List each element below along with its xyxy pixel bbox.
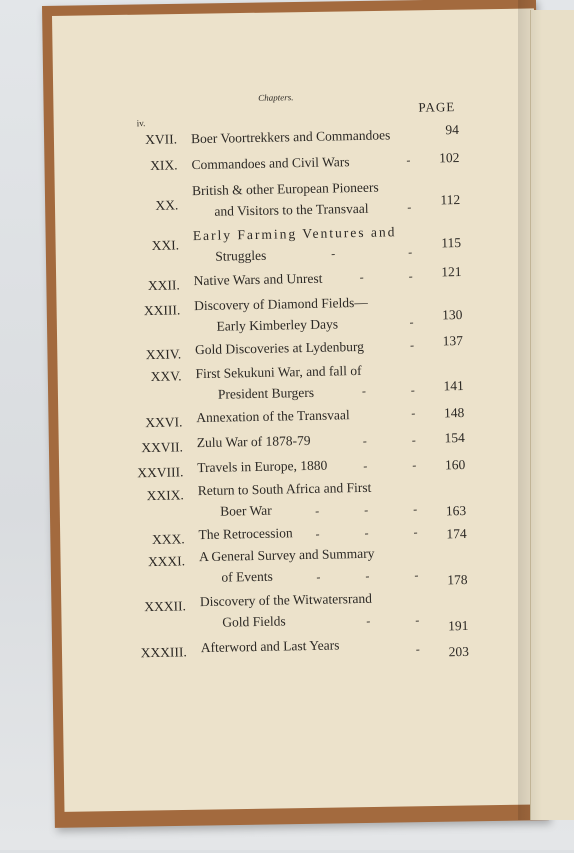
chapter-title [193, 221, 424, 267]
leader-dash: - [407, 199, 412, 215]
page-number: 191 [447, 617, 469, 634]
chapter-title-line: Zulu War of 1878-79 [196, 432, 311, 451]
chapter-title-line: Travels in Europe, 1880 [197, 457, 328, 476]
chapter-title-line: Afterword and Last Years [200, 637, 340, 656]
toc-entry [0, 147, 569, 173]
page-number: 148 [443, 404, 465, 421]
chapter-title [199, 542, 430, 588]
leader-dash: - [410, 382, 415, 397]
chapter-title-line: Early Farming Ventures and [192, 224, 397, 244]
chapter-title-line: Discovery of the Witwatersrand [199, 590, 373, 610]
chapter-title-line: First Sekukuni War, and fall of [195, 362, 362, 382]
leader-dash: - [316, 569, 321, 584]
leader-dash: - [408, 244, 413, 260]
chapter-number: XXVIII. [137, 464, 184, 481]
chapter-number: XXX. [151, 531, 185, 547]
leader-dash: - [411, 432, 416, 447]
toc-entry [0, 288, 572, 334]
chapter-title-line: Boer Voortrekkers and Commandoes [190, 127, 391, 147]
page-number: 115 [441, 235, 462, 251]
chapter-title-line: Commandoes and Civil Wars [191, 154, 350, 173]
page-number: 137 [442, 332, 464, 349]
toc-entry [5, 630, 574, 661]
toc-entry [0, 173, 570, 219]
leader-dash: - [409, 337, 415, 352]
leader-dash: - [363, 458, 368, 473]
chapter-title-line: Early Kimberley Days [216, 316, 339, 334]
page-number: 121 [441, 263, 462, 280]
chapter-number: XVII. [144, 131, 178, 148]
chapter-number: XXIV. [145, 346, 182, 363]
chapter-title-line: A General Survey and Summary [198, 545, 375, 565]
chapter-number: XXV. [150, 368, 182, 384]
chapter-number: XIX. [149, 157, 178, 173]
page-number: 102 [439, 150, 460, 166]
chapter-number: XXXIII. [140, 644, 187, 661]
chapter-title [195, 359, 426, 405]
chapter-number: XXIII. [143, 302, 181, 319]
leader-dash: - [361, 383, 366, 398]
leader-dash: - [409, 314, 414, 330]
leader-dash: - [364, 525, 369, 540]
chapter-title [191, 124, 421, 149]
leader-dash: - [414, 567, 419, 582]
chapter-number: XXXII. [144, 598, 187, 615]
leader-dash: - [408, 268, 413, 284]
chapter-title [194, 291, 425, 337]
chapter-title [201, 633, 431, 658]
leader-dash: - [315, 503, 320, 518]
chapter-title-line: and Visitors to the Transvaal [214, 200, 369, 219]
chapter-title-line: Boer War [220, 502, 272, 519]
chapter-title-line: Return to South Africa and First [197, 479, 372, 499]
leader-dash: - [362, 433, 367, 448]
leader-dash: - [366, 613, 371, 628]
leader-dash: - [411, 405, 416, 420]
leader-dash: - [412, 457, 417, 472]
chapter-number: XXII. [147, 277, 180, 294]
chapters-heading: Chapters. [258, 92, 294, 103]
page-number: 160 [444, 456, 466, 473]
chapter-title-line: of Events [221, 568, 273, 585]
chapter-number: XXIX. [146, 487, 184, 504]
chapter-number: XXVII. [141, 439, 184, 456]
chapter-title [200, 587, 431, 633]
chapter-number: XXI. [151, 237, 180, 253]
page-number: 203 [448, 643, 470, 660]
chapter-title [191, 150, 421, 175]
toc-entry [1, 450, 574, 481]
chapter-title-line: Native Wars and Unrest [193, 270, 323, 289]
toc-entry [0, 121, 569, 148]
chapter-title [197, 453, 427, 478]
leader-dash: - [315, 526, 320, 541]
chapter-number: XXXI. [147, 553, 186, 570]
leader-dash: - [331, 246, 336, 261]
page-column-heading: PAGE [418, 99, 456, 115]
chapter-title [194, 266, 424, 291]
page-number: 154 [444, 429, 465, 446]
leader-dash: - [415, 612, 420, 627]
chapter-title-line: Struggles [215, 247, 267, 264]
leader-dash: - [406, 152, 411, 168]
chapter-number: XX. [155, 197, 179, 213]
chapter-title-line: Annexation of the Transvaal [196, 407, 350, 426]
page-number: 141 [443, 377, 464, 394]
leader-dash: - [364, 502, 369, 517]
chapter-title-line: British & other European Pioneers [191, 179, 379, 199]
page-numeral: iv. [136, 118, 146, 129]
page-number: 178 [447, 571, 468, 588]
page-number: 94 [445, 122, 460, 138]
chapter-title-line: Gold Discoveries at Lydenburg [194, 338, 364, 358]
page-number: 112 [440, 192, 461, 208]
leader-dash: - [413, 524, 418, 539]
leader-dash: - [415, 641, 420, 656]
chapter-title-line: Discovery of Diamond Fields— [194, 294, 368, 314]
chapter-title [198, 520, 428, 545]
leader-dash: - [365, 568, 370, 583]
chapter-title [196, 403, 426, 428]
toc-entry [1, 425, 574, 456]
chapter-number: XXVI. [145, 414, 183, 431]
chapter-title [192, 176, 423, 222]
leader-dash: - [359, 269, 364, 284]
chapter-title-line: The Retrocession [198, 525, 293, 543]
page-number: 130 [442, 306, 463, 323]
chapter-title-line: Gold Fields [222, 613, 286, 630]
chapter-title [195, 335, 425, 360]
chapter-title [197, 428, 427, 453]
page-number: 163 [445, 502, 467, 519]
leader-dash: - [413, 501, 418, 516]
chapter-title-line: President Burgers [217, 384, 315, 402]
page-number: 174 [446, 525, 467, 542]
chapter-title [198, 476, 429, 522]
